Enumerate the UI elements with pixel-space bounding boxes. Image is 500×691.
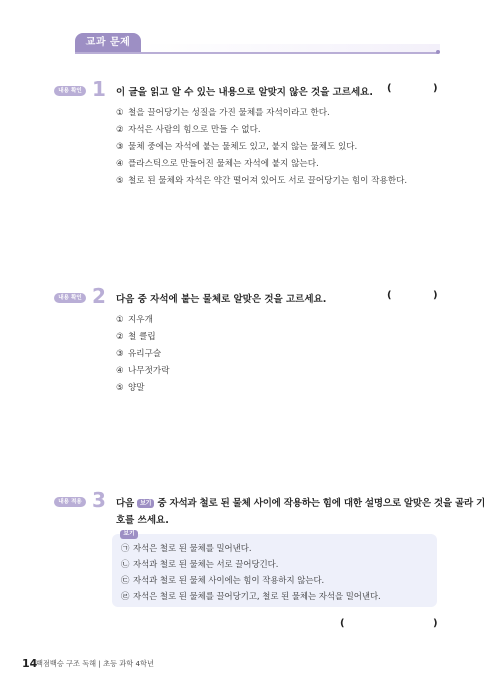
option-number: ㉢ bbox=[121, 575, 130, 585]
option-text: 자석은 철로 된 물체를 끌어당기고, 철로 된 물체는 자석을 밀어낸다. bbox=[133, 591, 381, 601]
question-2-number: 2 bbox=[92, 284, 106, 308]
question-3-text-before: 다음 bbox=[116, 498, 134, 509]
option-number: ③ bbox=[116, 142, 124, 152]
option-text: 철을 끌어당기는 성질을 가진 물체를 자석이라고 한다. bbox=[128, 108, 330, 118]
option-number: ② bbox=[116, 332, 124, 342]
header-dot bbox=[436, 50, 440, 54]
option-text: 유리구슬 bbox=[128, 349, 162, 359]
question-3-option-c bbox=[121, 574, 324, 586]
option-text: 지우개 bbox=[128, 315, 153, 325]
question-1-option-4[interactable] bbox=[116, 157, 319, 169]
option-number: ① bbox=[116, 315, 124, 325]
question-3-tag: 내용 적용 bbox=[54, 497, 86, 507]
question-1-text: 이 글을 읽고 알 수 있는 내용으로 알맞지 않은 것을 고르세요. bbox=[116, 87, 373, 98]
header-fade bbox=[140, 44, 440, 52]
question-1-option-5[interactable] bbox=[116, 174, 407, 186]
question-2-answer-open: ( bbox=[387, 290, 392, 301]
question-1-option-2[interactable] bbox=[116, 123, 261, 135]
bogi-box-label: 보기 bbox=[120, 530, 138, 539]
question-2-answer-close: ) bbox=[433, 290, 438, 301]
option-text: 플라스틱으로 만들어진 물체는 자석에 붙지 않는다. bbox=[128, 159, 319, 169]
question-3-answer-open: ( bbox=[340, 618, 345, 629]
option-number: ③ bbox=[116, 349, 124, 359]
question-1-answer-open: ( bbox=[387, 83, 392, 94]
footer-text: 백점백승 구조 독해 | 초등 과학 4학년 bbox=[36, 659, 154, 668]
option-text: 철로 된 물체와 자석은 약간 떨어져 있어도 서로 끌어당기는 힘이 작용한다. bbox=[128, 176, 408, 186]
option-text: 자석과 철로 된 물체 사이에는 힘이 작용하지 않는다. bbox=[133, 575, 325, 585]
option-number: ㉡ bbox=[121, 559, 130, 569]
question-2-option-4[interactable] bbox=[116, 364, 170, 376]
question-1-option-3[interactable] bbox=[116, 140, 357, 152]
question-2-option-1[interactable] bbox=[116, 313, 153, 325]
page-number: 14 bbox=[22, 657, 38, 670]
option-text: 자석과 철로 된 물체는 서로 끌어당긴다. bbox=[133, 559, 279, 569]
question-3-option-d bbox=[121, 590, 381, 602]
question-2-option-3[interactable] bbox=[116, 347, 161, 359]
option-number: ④ bbox=[116, 159, 124, 169]
question-1-number: 1 bbox=[92, 77, 106, 101]
header-divider bbox=[75, 52, 438, 54]
option-number: ⑤ bbox=[116, 176, 124, 186]
question-3-option-a bbox=[121, 542, 251, 554]
question-2-option-2[interactable] bbox=[116, 330, 156, 342]
question-1-tag: 내용 확인 bbox=[54, 86, 86, 96]
option-number: ① bbox=[116, 108, 124, 118]
question-3-answer-close: ) bbox=[433, 618, 438, 629]
option-number: ⑤ bbox=[116, 383, 124, 393]
option-text: 나무젓가락 bbox=[128, 366, 170, 376]
section-tab bbox=[75, 33, 141, 52]
option-number: ㉠ bbox=[121, 543, 130, 553]
option-text: 자석은 사람의 힘으로 만들 수 없다. bbox=[128, 125, 261, 135]
question-3-option-b bbox=[121, 558, 278, 570]
option-text: 철 클립 bbox=[128, 332, 156, 342]
option-text: 양말 bbox=[128, 383, 145, 393]
question-2-text: 다음 중 자석에 붙는 물체로 알맞은 것을 고르세요. bbox=[116, 294, 327, 305]
question-3-text-after: 중 자석과 철로 된 물체 사이에 작용하는 힘에 대한 설명으로 알맞은 것을 골라 기 bbox=[157, 498, 486, 509]
question-3-text-line2: 호를 쓰세요. bbox=[116, 515, 169, 526]
question-1-answer-close: ) bbox=[433, 83, 438, 94]
question-3-number: 3 bbox=[92, 488, 106, 512]
section-tab-label: 교과 문제 bbox=[85, 37, 131, 48]
question-2-tag: 내용 확인 bbox=[54, 293, 86, 303]
option-number: ㉣ bbox=[121, 591, 130, 601]
option-number: ④ bbox=[116, 366, 124, 376]
option-text: 물체 중에는 자석에 붙는 물체도 있고, 붙지 않는 물체도 있다. bbox=[128, 142, 358, 152]
option-number: ② bbox=[116, 125, 124, 135]
bogi-inline-badge: 보기 bbox=[137, 499, 154, 508]
question-1-option-1[interactable] bbox=[116, 106, 330, 118]
question-3-text bbox=[116, 495, 485, 509]
option-text: 자석은 철로 된 물체를 밀어낸다. bbox=[133, 543, 252, 553]
question-2-option-5[interactable] bbox=[116, 381, 145, 393]
